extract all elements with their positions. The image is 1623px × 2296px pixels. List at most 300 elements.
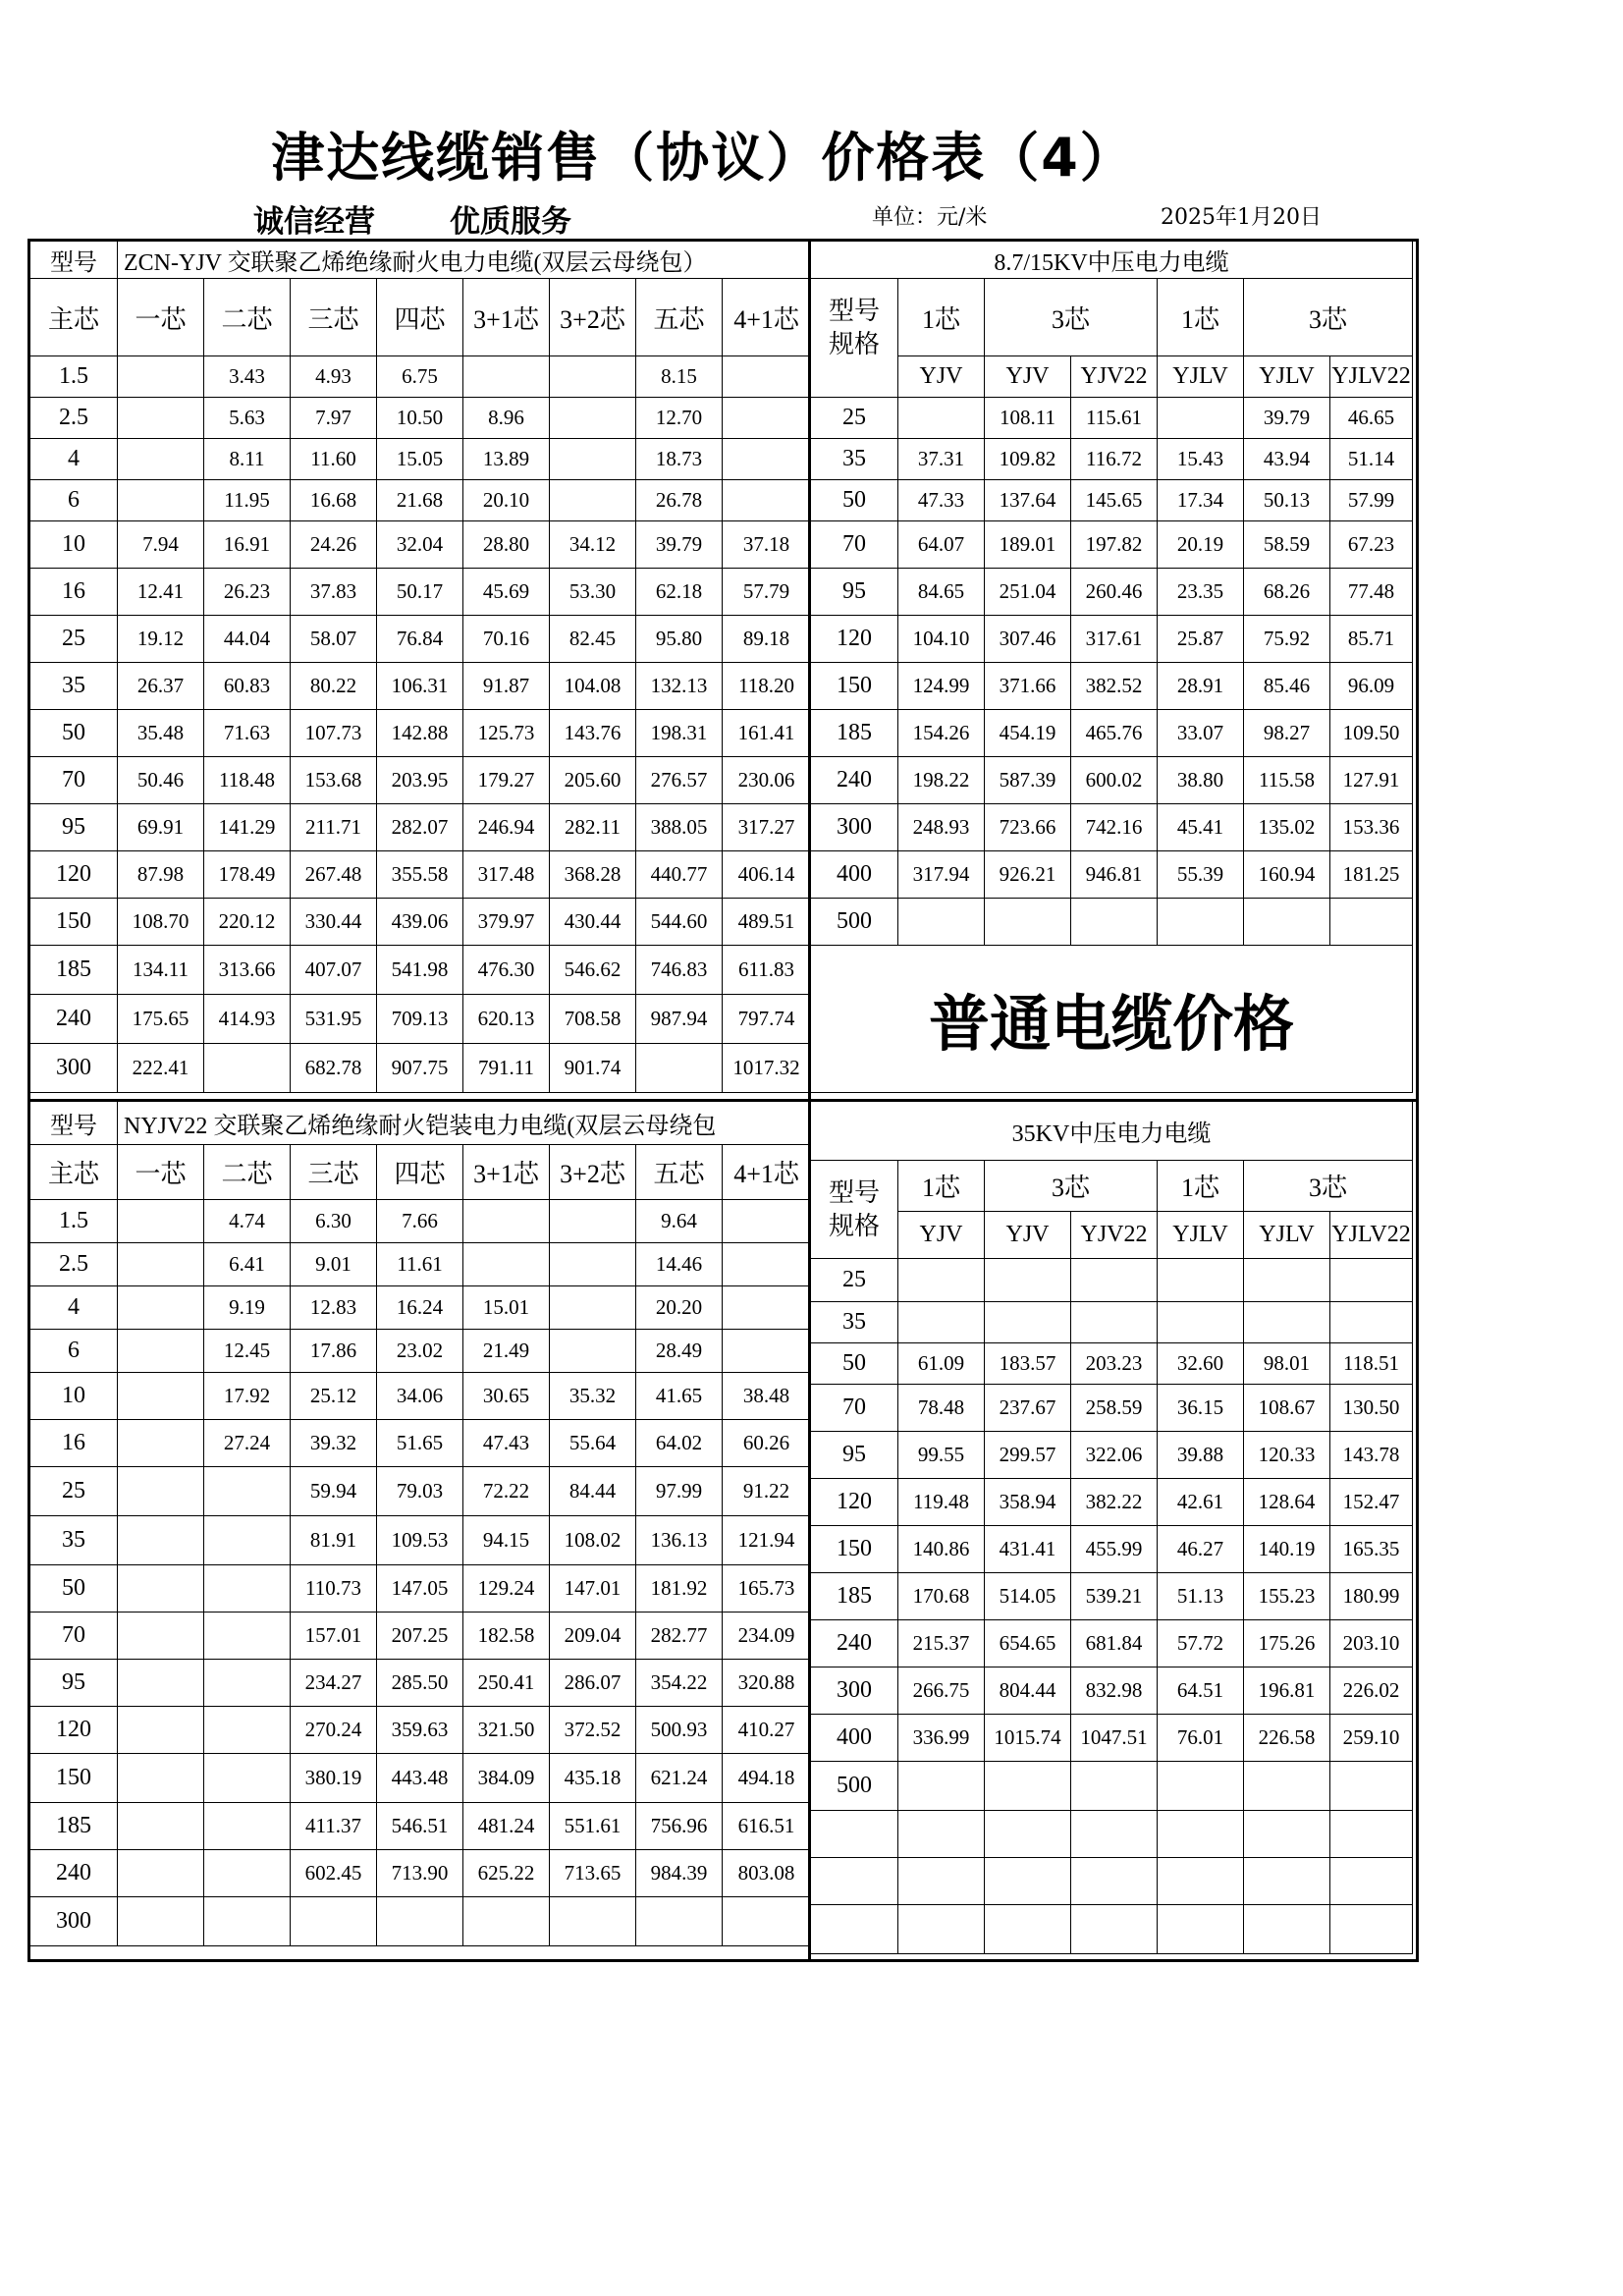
price-cell: 108.02 [550,1516,636,1565]
col-header: 主芯 [30,1145,118,1200]
price-cell: 17.92 [204,1373,291,1420]
table-row [30,1243,811,1286]
price-cell: 10.50 [377,398,463,439]
size-cell: 6 [30,1330,118,1373]
price-cell: 21.49 [463,1330,550,1373]
table-row [30,757,811,804]
table-row [811,1573,1413,1620]
price-cell: 282.77 [636,1613,723,1660]
group-header: 1芯 [1158,279,1244,356]
table-row [811,851,1413,899]
price-cell: 46.27 [1158,1526,1244,1573]
table-row [30,439,811,480]
price-cell: 791.11 [463,1044,550,1093]
price-cell: 78.48 [898,1385,985,1432]
price-cell: 246.94 [463,804,550,851]
size-cell: 50 [811,1343,898,1385]
price-cell: 46.65 [1330,398,1413,439]
size-cell: 4 [30,1286,118,1330]
size-cell: 150 [811,663,898,710]
size-cell: 70 [30,1613,118,1660]
middle-divider [27,1099,1416,1102]
size-cell: 70 [811,521,898,569]
price-cell: 600.02 [1071,757,1158,804]
price-cell: 358.94 [985,1479,1071,1526]
price-cell: 382.52 [1071,663,1158,710]
group-header: 3芯 [985,279,1158,356]
table-row [30,1613,811,1660]
price-cell [204,1613,291,1660]
price-cell: 28.49 [636,1330,723,1373]
table-row [811,1432,1413,1479]
col-header: 3+2芯 [550,279,636,356]
size-cell: 25 [30,616,118,663]
price-cell: 95.80 [636,616,723,663]
price-cell: 181.92 [636,1565,723,1613]
price-cell [118,1286,204,1330]
table-15kv [810,241,1413,1093]
price-cell [636,1044,723,1093]
price-cell: 11.60 [291,439,377,480]
price-cell: 546.62 [550,946,636,995]
price-cell: 32.60 [1158,1343,1244,1385]
price-cell: 127.91 [1330,757,1413,804]
price-cell: 24.26 [291,521,377,569]
price-cell: 317.27 [723,804,811,851]
price-cell: 96.09 [1330,663,1413,710]
sub-header: YJLV [1244,1212,1330,1259]
price-cell: 109.53 [377,1516,463,1565]
table-row [811,1302,1413,1343]
price-cell: 320.88 [723,1660,811,1707]
price-cell: 514.05 [985,1573,1071,1620]
price-cell: 143.76 [550,710,636,757]
size-cell: 95 [30,804,118,851]
price-cell: 34.12 [550,521,636,569]
table-row [30,1373,811,1420]
price-cell: 50.13 [1244,480,1330,521]
price-cell [1244,1762,1330,1811]
table-row [811,1343,1413,1385]
price-cell: 37.83 [291,569,377,616]
price-cell: 12.41 [118,569,204,616]
group-header: 3芯 [1244,279,1413,356]
size-cell: 400 [811,1715,898,1762]
table-row [811,1762,1413,1811]
price-cell [1071,1811,1158,1858]
price-cell: 37.18 [723,521,811,569]
table-row [811,663,1413,710]
price-cell: 17.34 [1158,480,1244,521]
size-cell: 240 [811,1620,898,1667]
price-cell [723,1330,811,1373]
unit-label: 单位：元/米 [872,205,988,230]
price-cell [118,356,204,398]
table-row [811,616,1413,663]
table-row [811,1858,1413,1905]
price-cell: 198.22 [898,757,985,804]
sub-header: YJV [898,356,985,398]
price-cell [898,1905,985,1954]
price-cell: 330.44 [291,899,377,946]
sub-header: YJLV22 [1330,356,1413,398]
price-cell: 69.91 [118,804,204,851]
size-cell: 95 [30,1660,118,1707]
sub-header: YJLV [1158,356,1244,398]
col-header: 五芯 [636,279,723,356]
price-cell: 77.48 [1330,569,1413,616]
price-cell: 4.93 [291,356,377,398]
price-cell: 11.61 [377,1243,463,1286]
price-cell: 59.94 [291,1467,377,1516]
table-nyjv22 [29,1101,811,1946]
price-cell: 435.18 [550,1754,636,1803]
price-cell [550,1243,636,1286]
price-cell: 1017.32 [723,1044,811,1093]
size-cell [811,1811,898,1858]
price-cell [723,439,811,480]
price-cell [118,398,204,439]
price-cell: 222.41 [118,1044,204,1093]
col-header: 一芯 [118,279,204,356]
price-cell [204,1516,291,1565]
price-cell [204,1803,291,1850]
price-cell: 379.97 [463,899,550,946]
price-cell: 12.45 [204,1330,291,1373]
price-cell: 984.39 [636,1850,723,1897]
price-cell [1330,899,1413,946]
size-cell: 35 [30,663,118,710]
price-cell: 380.19 [291,1754,377,1803]
price-cell: 32.04 [377,521,463,569]
price-cell: 55.39 [1158,851,1244,899]
size-cell: 10 [30,521,118,569]
price-cell: 443.48 [377,1754,463,1803]
price-cell: 175.26 [1244,1620,1330,1667]
table-row [811,1259,1413,1302]
price-cell: 80.22 [291,663,377,710]
table-row [30,1330,811,1373]
price-cell: 237.67 [985,1385,1071,1432]
price-cell: 317.94 [898,851,985,899]
price-cell: 987.94 [636,995,723,1044]
price-cell: 248.93 [898,804,985,851]
price-cell: 121.94 [723,1516,811,1565]
group-header: 1芯 [898,1161,985,1212]
banner-row [811,946,1413,1093]
price-cell [1158,1762,1244,1811]
size-cell: 120 [811,616,898,663]
price-cell [118,1243,204,1286]
size-cell: 4 [30,439,118,480]
price-cell: 7.97 [291,398,377,439]
price-cell: 322.06 [1071,1432,1158,1479]
table-row [811,480,1413,521]
price-cell: 602.45 [291,1850,377,1897]
price-cell: 39.79 [1244,398,1330,439]
price-cell: 154.26 [898,710,985,757]
price-cell [550,439,636,480]
price-cell: 27.24 [204,1420,291,1467]
price-cell: 625.22 [463,1850,550,1897]
price-cell [118,1803,204,1850]
price-cell: 157.01 [291,1613,377,1660]
table-row [811,1479,1413,1526]
price-cell: 57.99 [1330,480,1413,521]
price-cell: 16.24 [377,1286,463,1330]
table-row [30,851,811,899]
price-cell: 544.60 [636,899,723,946]
col-header: 3+2芯 [550,1145,636,1200]
price-cell: 713.90 [377,1850,463,1897]
group-header: 3芯 [1244,1161,1413,1212]
price-cell: 539.21 [1071,1573,1158,1620]
slogan-integrity: 诚信经营 [253,204,375,240]
header-row [30,279,811,356]
price-cell: 901.74 [550,1044,636,1093]
price-cell: 132.13 [636,663,723,710]
col-header: 二芯 [204,279,291,356]
price-cell: 26.23 [204,569,291,616]
price-cell: 142.88 [377,710,463,757]
price-cell [291,1897,377,1946]
price-cell: 18.73 [636,439,723,480]
table-row [30,1286,811,1330]
size-cell: 300 [30,1897,118,1946]
price-cell: 180.99 [1330,1573,1413,1620]
price-cell: 47.43 [463,1420,550,1467]
price-cell: 41.65 [636,1373,723,1420]
price-cell: 654.65 [985,1620,1071,1667]
table-row [30,663,811,710]
size-cell [811,1858,898,1905]
price-cell: 354.22 [636,1660,723,1707]
price-cell: 620.13 [463,995,550,1044]
price-cell: 384.09 [463,1754,550,1803]
price-cell: 104.10 [898,616,985,663]
price-cell: 115.58 [1244,757,1330,804]
table-row [30,356,811,398]
col-header: 4+1芯 [723,279,811,356]
banner-text: 普通电缆价格 [811,946,1413,1093]
table-row [30,899,811,946]
price-cell: 682.78 [291,1044,377,1093]
table-row [811,1667,1413,1715]
size-cell: 25 [811,398,898,439]
table-row [30,995,811,1044]
price-cell: 128.64 [1244,1479,1330,1526]
price-cell: 109.82 [985,439,1071,480]
price-cell: 50.17 [377,569,463,616]
price-cell [1071,1762,1158,1811]
table-row [30,1565,811,1613]
table-row [30,1044,811,1093]
price-cell: 84.65 [898,569,985,616]
price-cell [985,899,1071,946]
price-cell [985,1762,1071,1811]
group-header-row [811,279,1413,356]
price-cell: 6.30 [291,1200,377,1243]
price-cell: 91.87 [463,663,550,710]
price-cell: 147.01 [550,1565,636,1613]
header-row [30,1145,811,1200]
type-desc: NYJV22 交联聚乙烯绝缘耐火铠装电力电缆(双层云母绕包 [118,1102,811,1145]
slogan-service: 优质服务 [450,204,571,240]
price-cell [898,1302,985,1343]
size-cell: 16 [30,1420,118,1467]
price-cell: 282.07 [377,804,463,851]
price-cell [1330,1858,1413,1905]
price-cell: 7.94 [118,521,204,569]
price-cell [898,1762,985,1811]
price-cell: 368.28 [550,851,636,899]
table-row [30,1897,811,1946]
size-cell: 120 [30,851,118,899]
price-cell: 61.09 [898,1343,985,1385]
price-cell [118,1897,204,1946]
price-cell: 178.49 [204,851,291,899]
price-cell: 119.48 [898,1479,985,1526]
price-cell: 152.47 [1330,1479,1413,1526]
price-cell: 13.89 [463,439,550,480]
price-cell: 215.37 [898,1620,985,1667]
price-cell: 39.88 [1158,1432,1244,1479]
table-row [30,1420,811,1467]
size-cell: 95 [811,569,898,616]
price-cell: 115.61 [1071,398,1158,439]
price-cell: 134.11 [118,946,204,995]
price-cell: 76.84 [377,616,463,663]
price-cell: 4.74 [204,1200,291,1243]
size-cell: 240 [811,757,898,804]
price-cell: 45.41 [1158,804,1244,851]
sub-header: YJV [985,356,1071,398]
size-cell: 185 [811,710,898,757]
price-cell: 89.18 [723,616,811,663]
size-cell: 35 [30,1516,118,1565]
price-cell [463,1200,550,1243]
price-cell: 85.46 [1244,663,1330,710]
col-header: 三芯 [291,1145,377,1200]
price-cell: 130.50 [1330,1385,1413,1432]
price-cell: 723.66 [985,804,1071,851]
price-cell: 23.02 [377,1330,463,1373]
price-cell: 804.44 [985,1667,1071,1715]
price-cell: 226.02 [1330,1667,1413,1715]
price-cell [1330,1302,1413,1343]
price-cell: 410.27 [723,1707,811,1754]
price-cell: 107.73 [291,710,377,757]
price-cell: 129.24 [463,1565,550,1613]
price-cell: 70.16 [463,616,550,663]
spec-label [811,1161,898,1259]
price-cell: 8.15 [636,356,723,398]
size-cell: 25 [30,1467,118,1516]
price-cell [204,1467,291,1516]
price-cell [118,1516,204,1565]
price-cell: 12.83 [291,1286,377,1330]
table-row [30,616,811,663]
price-cell: 170.68 [898,1573,985,1620]
price-cell: 64.07 [898,521,985,569]
size-cell [811,1905,898,1954]
size-cell: 400 [811,851,898,899]
spec-label-model: 型号 [828,1178,880,1207]
price-cell: 226.58 [1244,1715,1330,1762]
price-cell: 19.12 [118,616,204,663]
price-cell: 282.11 [550,804,636,851]
price-cell [118,1565,204,1613]
price-cell [1158,899,1244,946]
price-cell: 414.93 [204,995,291,1044]
price-cell: 99.55 [898,1432,985,1479]
size-cell: 150 [30,899,118,946]
price-cell: 106.31 [377,663,463,710]
price-cell: 541.98 [377,946,463,995]
table-row [30,946,811,995]
price-cell: 3.43 [204,356,291,398]
price-cell: 43.94 [1244,439,1330,480]
size-cell: 6 [30,480,118,521]
price-cell: 58.59 [1244,521,1330,569]
sub-header: YJV22 [1071,1212,1158,1259]
price-cell: 12.70 [636,398,723,439]
price-cell: 230.06 [723,757,811,804]
price-cell: 234.27 [291,1660,377,1707]
table-row [811,757,1413,804]
type-row [30,242,811,279]
price-cell: 58.07 [291,616,377,663]
price-cell: 286.07 [550,1660,636,1707]
price-cell [1158,1905,1244,1954]
price-cell: 546.51 [377,1803,463,1850]
sub-header: YJV22 [1071,356,1158,398]
price-cell [985,1302,1071,1343]
col-header: 主芯 [30,279,118,356]
table-row [811,1811,1413,1858]
price-cell: 160.94 [1244,851,1330,899]
size-cell: 500 [811,899,898,946]
price-cell [550,1897,636,1946]
table-zcn-yjv [29,241,811,1093]
price-cell: 21.68 [377,480,463,521]
table-row [30,710,811,757]
price-cell: 35.32 [550,1373,636,1420]
price-cell: 203.23 [1071,1343,1158,1385]
price-cell: 6.41 [204,1243,291,1286]
type-label: 型号 [30,1102,118,1145]
table-row [30,1707,811,1754]
price-cell: 6.75 [377,356,463,398]
price-cell: 42.61 [1158,1479,1244,1526]
price-cell [723,1200,811,1243]
price-cell [898,1811,985,1858]
size-cell: 70 [811,1385,898,1432]
price-cell: 79.03 [377,1467,463,1516]
price-cell: 33.07 [1158,710,1244,757]
price-cell: 196.81 [1244,1667,1330,1715]
price-cell: 203.95 [377,757,463,804]
price-cell: 455.99 [1071,1526,1158,1573]
price-cell: 276.57 [636,757,723,804]
price-cell: 531.95 [291,995,377,1044]
sub-header: YJV [985,1212,1071,1259]
price-cell: 97.99 [636,1467,723,1516]
section-title: 35KV中压电力电缆 [811,1102,1413,1161]
price-cell: 145.65 [1071,480,1158,521]
price-cell: 98.01 [1244,1343,1330,1385]
size-cell: 1.5 [30,1200,118,1243]
